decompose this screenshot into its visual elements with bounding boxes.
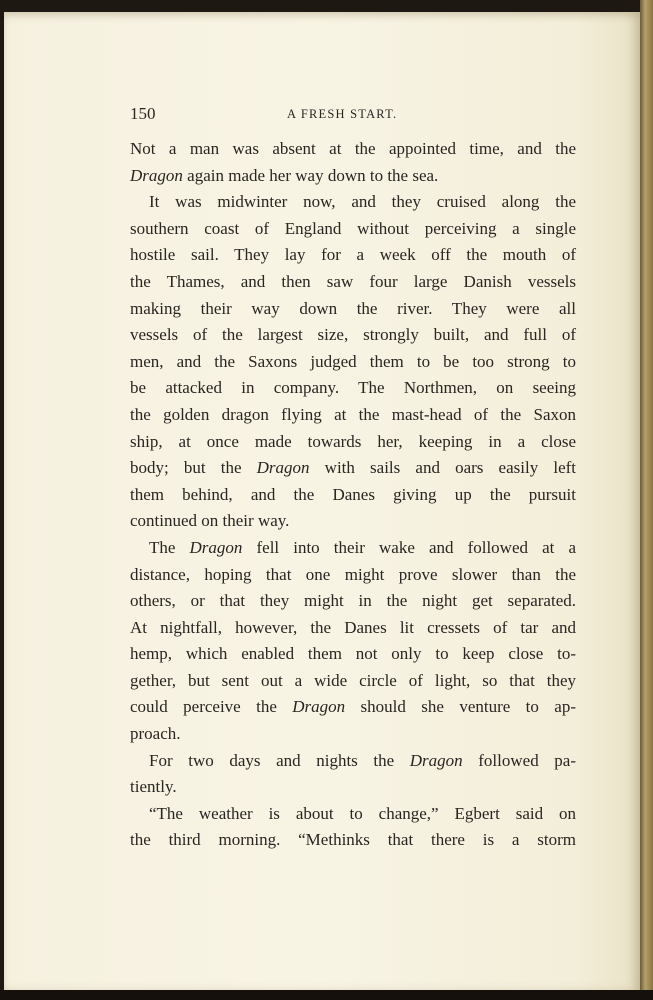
text-segment: be attacked in company. The Northmen, on seeing	[130, 378, 576, 398]
italic-text: Dragon	[189, 537, 243, 557]
italic-text: Dragon	[256, 458, 310, 478]
text-line	[130, 296, 576, 323]
text-line	[130, 163, 576, 190]
text-segment: vessels of the largest size, strongly built, and full of	[130, 325, 576, 345]
text-segment: should she venture to ap-	[345, 697, 577, 717]
page-number: 150	[130, 104, 156, 123]
text-segment: southern coast of England without perceiving a single	[130, 218, 576, 238]
text-line	[130, 827, 576, 854]
text-segment: could perceive the	[130, 697, 293, 717]
text-line	[130, 801, 576, 828]
running-head: A FRESH START.	[287, 107, 398, 121]
text-segment: men, and the Saxons judged them to be too strong to	[130, 351, 576, 371]
text-segment: them behind, and the Danes giving up the pursuit	[130, 484, 576, 504]
body-text	[130, 136, 576, 854]
text-line	[130, 375, 576, 402]
text-line	[130, 508, 576, 535]
text-line	[130, 242, 576, 269]
text-line	[130, 455, 576, 482]
italic-text: Dragon	[409, 750, 463, 770]
text-line	[130, 429, 576, 456]
text-line	[130, 774, 576, 801]
text-segment: the third morning. “Methinks that there is a storm	[130, 830, 576, 850]
text-line	[130, 216, 576, 243]
text-segment: others, or that they might in the night get separated.	[130, 591, 576, 611]
text-line	[130, 615, 576, 642]
text-segment: body; but the	[130, 458, 257, 478]
text-segment: hemp, which enabled them not only to keep close to-	[130, 644, 576, 664]
text-segment: distance, hoping that one might prove slower than the	[130, 564, 576, 584]
text-segment: Not a man was absent at the appointed time, and the	[130, 139, 576, 158]
text-segment: ship, at once made towards her, keeping in a close	[130, 431, 576, 451]
text-line	[130, 562, 576, 589]
text-segment: making their way down the river. They were all	[130, 298, 576, 318]
italic-text: Dragon	[292, 697, 346, 717]
text-segment: proach.	[130, 724, 181, 744]
text-segment: gether, but sent out a wide circle of light, so that they	[130, 670, 576, 690]
text-line	[130, 402, 576, 429]
text-segment: followed pa-	[462, 750, 577, 770]
text-line	[130, 189, 576, 216]
text-segment: For two days and nights the	[149, 750, 410, 770]
text-line	[130, 269, 576, 296]
text-segment: hostile sail. They lay for a week off the mouth of	[130, 245, 576, 265]
text-segment: The	[149, 537, 190, 557]
text-segment: At nightfall, however, the Danes lit cressets of tar and	[130, 617, 576, 637]
text-segment: again made her way down to the sea.	[182, 165, 439, 185]
text-line	[130, 322, 576, 349]
text-segment: “The weather is about to change,” Egbert said on	[149, 803, 576, 823]
text-segment: the Thames, and then saw four large Danish vessels	[130, 271, 576, 291]
text-line	[130, 721, 576, 748]
text-line	[130, 535, 576, 562]
text-line	[130, 641, 576, 668]
italic-text: Dragon	[130, 165, 183, 185]
text-segment: continued on their way.	[130, 511, 290, 531]
text-segment: It was midwinter now, and they cruised along the	[149, 192, 576, 212]
text-line	[130, 694, 576, 721]
page-edge	[640, 0, 653, 1000]
text-line	[130, 482, 576, 509]
text-segment: with sails and oars easily left	[309, 458, 576, 478]
text-line	[130, 588, 576, 615]
scan-border	[0, 990, 653, 1000]
text-line	[130, 136, 576, 163]
text-line	[130, 349, 576, 376]
text-segment: fell into their wake and followed at a	[242, 537, 576, 557]
text-segment: tiently.	[130, 777, 177, 797]
text-segment: the golden dragon flying at the mast-head of the Saxon	[130, 404, 576, 424]
text-line	[130, 748, 576, 775]
page-header	[130, 104, 576, 126]
text-line	[130, 668, 576, 695]
